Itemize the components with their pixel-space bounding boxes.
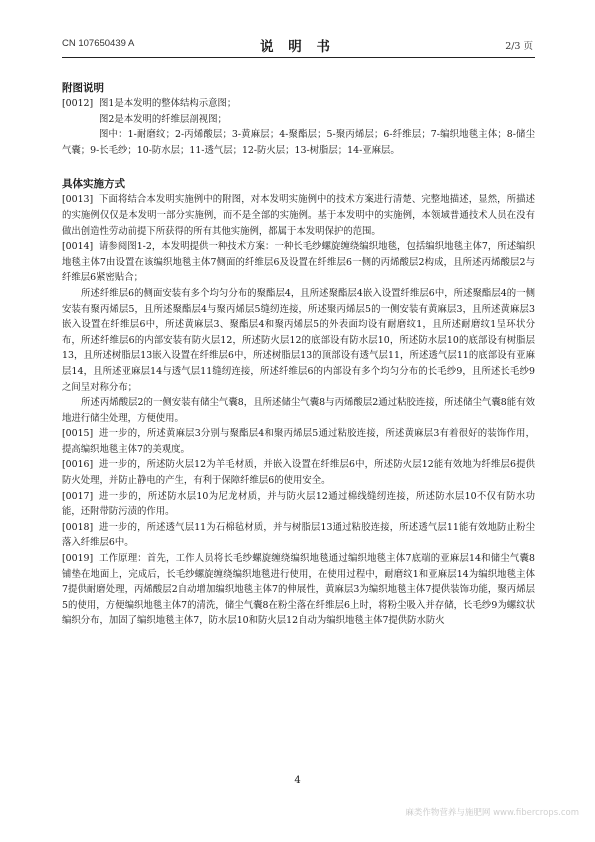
paragraph-tag: [0016] [62, 459, 94, 471]
paragraph-tag: [0015] [62, 428, 94, 440]
paragraph-tag: [0012] [62, 98, 94, 109]
paragraph-text: 所述丙烯酸层2的一侧安装有储尘气囊8，且所述储尘气囊8与丙烯酸层2通过粘胶连接，所述储尘气囊8能有效地进行储尘处理，方便使用。 [62, 397, 535, 424]
paragraph-0018 [62, 520, 535, 551]
document-body [62, 80, 535, 629]
paragraph-text: 进一步的，所述透气层11为石棉毡材质，并与树脂层13通过粘胶连接，所述透气层11能有效地防止粉尘落入纤维层6中。 [62, 521, 535, 549]
section-title-drawings: 附图说明 [62, 82, 104, 94]
paragraph-tag: [0018] [62, 521, 94, 533]
paragraph-text: 图1是本发明的整体结构示意图； [99, 98, 237, 109]
paragraph-text: 进一步的，所述防水层10为尼龙材质，并与防火层12通过棉线缝纫连接，所述防水层10不仅有防水功能，还附带防污渍的作用。 [62, 490, 535, 518]
paragraph-0015 [62, 426, 535, 457]
watermark-text: 麻类作物营养与施肥网 [405, 808, 491, 818]
paragraph-text: 图2是本发明的纤维层剖视图； [99, 113, 227, 125]
paragraph-0013 [62, 192, 535, 239]
page-header [62, 36, 533, 55]
paragraph-0017 [62, 489, 535, 520]
paragraph-tag: [0013] [62, 194, 94, 206]
paragraph-text: 下面将结合本发明实施例中的附图，对本发明实施例中的技术方案进行清楚、完整地描述，显然，所描述的实施例仅仅是本发明一部分实施例，而不是全部的实施例。基于本发明中的实施例，本领域普通技术人员在没有做出创造性劳动前提下所获得的所有其他实施例，都属于本发明保护的范围。 [62, 194, 535, 237]
paragraph-0019 [62, 551, 535, 629]
section-title-embodiments: 具体实施方式 [62, 178, 125, 191]
paragraph-fiber-layer [62, 286, 535, 395]
paragraph-legend [62, 127, 535, 158]
paragraph-tag: [0014] [62, 241, 94, 253]
document-title: 说 明 书 [260, 39, 335, 55]
paragraph-figure2 [62, 112, 535, 128]
paragraph-text: 图中：1-耐磨纹；2-丙烯酸层；3-黄麻层；4-聚酯层；5-聚丙烯层；6-纤维层；7-编织地毯主体；8-储尘气囊；9-长毛纱；10-防水层；11-透气层；12-防火层；13-树脂层；14-亚麻层。 [62, 129, 535, 156]
paragraph-0012 [62, 96, 535, 112]
paragraph-tag: [0019] [62, 553, 94, 565]
paragraph-text: 进一步的，所述黄麻层3分别与聚酯层4和聚丙烯层5通过粘胶连接，所述黄麻层3有着很好的装饰作用，提高编织地毯主体7的美观度。 [62, 428, 535, 455]
paragraph-tag: [0017] [62, 490, 94, 502]
patent-number: CN 107650439 A [62, 38, 135, 49]
paragraph-text: 工作原理：首先，工作人员将长毛纱螺旋缠绕编织地毯通过编织地毯主体7底端的亚麻层14和储尘气囊8铺垫在地面上，完成后，长毛纱螺旋缠绕编织地毯进行使用，在使用过程中，耐磨纹1和亚麻层14为编织地毯主体7提供耐磨处理，丙烯酸层2自动增加编织地毯主体7的伸展性，黄麻层3为编织地毯主体7提供装饰功能，聚丙烯层5的使用，方便编织地毯主体7的清洗，储尘气囊8在粉尘落在纤维层6上时，将粉尘吸入并存储，长毛纱9为螺纹状编织分布，加固了编织地毯主体7，防水层10和防火层12自动为编织地毯主体7提供防水防火 [62, 553, 535, 627]
page-number: 4 [294, 775, 301, 786]
watermark-url: www.fibercrops.com [493, 808, 579, 818]
page-indicator: 2/3 页 [505, 41, 533, 52]
paragraph-0016 [62, 457, 535, 488]
paragraph-0014 [62, 239, 535, 286]
paragraph-dust-bag [62, 395, 535, 426]
paragraph-text: 进一步的，所述防火层12为羊毛材质，并嵌入设置在纤维层6中，所述防火层12能有效地为纤维层6提供防火处理，并防止静电的产生，有利于保障纤维层6的使用安全。 [62, 459, 535, 487]
site-watermark [405, 806, 579, 818]
paragraph-text: 所述纤维层6的侧面安装有多个均匀分布的聚酯层4，且所述聚酯层4嵌入设置纤维层6中，所述聚酯层4的一侧安装有聚丙烯层5，且所述聚酯层4与聚丙烯层5缝纫连接，所述聚丙烯层5的一侧安装有黄麻层3，且所述黄麻层3嵌入设置在纤维层6中，所述黄麻层3、聚酯层4和聚丙烯层5的外表面均设有耐磨纹1，且所述耐磨纹1呈环状分布，所述纤维层6的内部安装有防火层12，所述防火层12的底部设有防水层10，所述防水层10的底部设有树脂层13，且所述树脂层13嵌入设置在纤维层6中，所述树脂层13的顶部设有透气层11，所述透气层11的底部设有亚麻层14，且所述亚麻层14与透气层11缝纫连接，所述纤维层6的内部设有多个均匀分布的长毛纱9，且所述长毛纱9之间呈对称分布； [62, 287, 535, 393]
header-rule [62, 57, 535, 58]
paragraph-text: 请参阅图1-2，本发明提供一种技术方案：一种长毛纱螺旋缠绕编织地毯，包括编织地毯主体7，所述编织地毯主体7由设置在该编织地毯主体7侧面的纤维层6及设置在纤维层6一侧的丙烯酸层2构成，且所述丙烯酸层2与纤维层6紧密贴合； [62, 241, 535, 284]
